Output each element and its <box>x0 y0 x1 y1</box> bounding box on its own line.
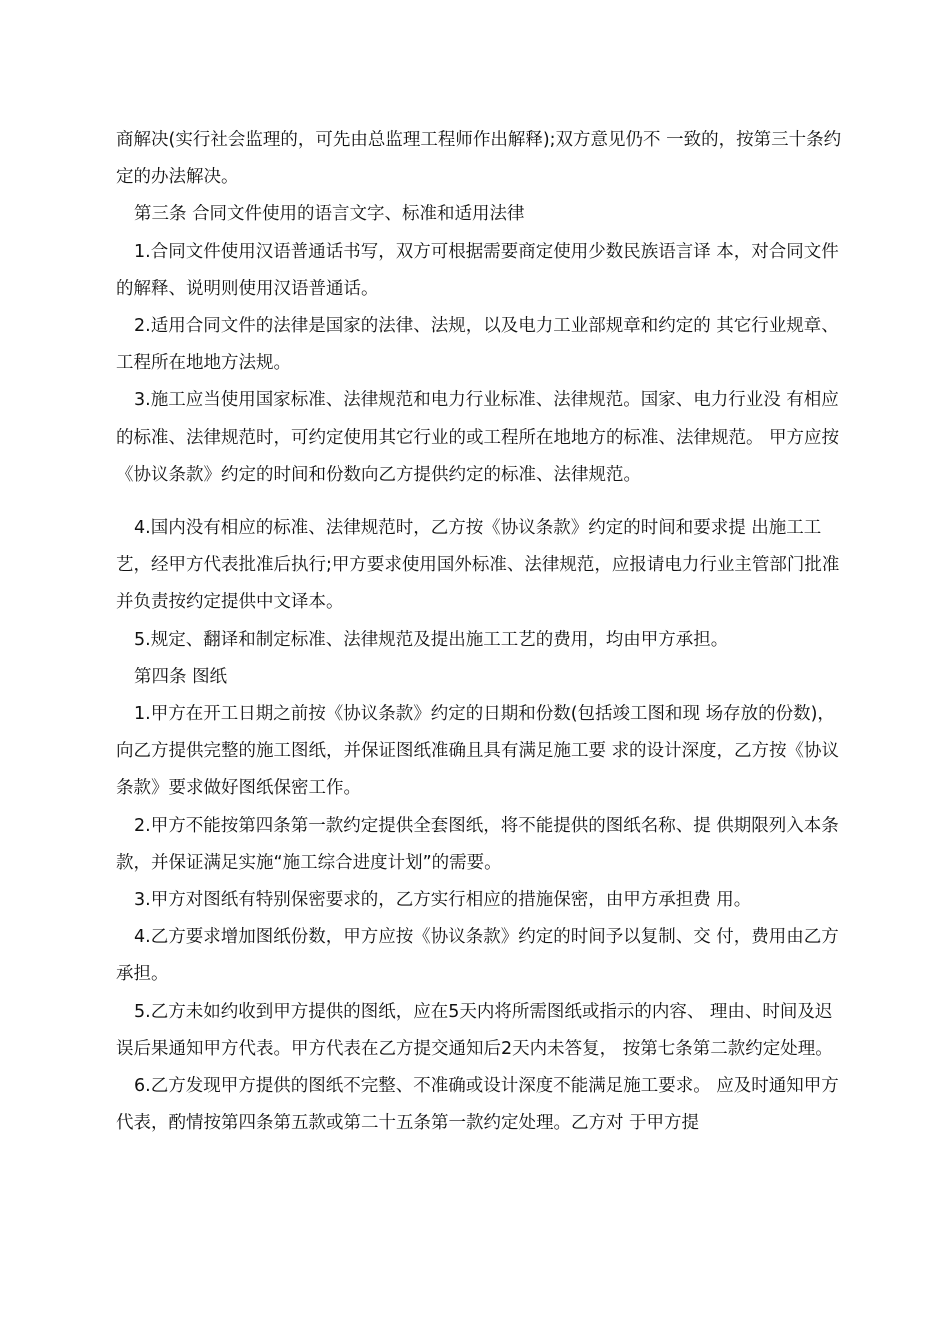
article-3-clause-3: 3.施工应当使用国家标准、法律规范和电力行业标准、法律规范。国家、电力行业没 有相应的标准、法律规范时，可约定使用其它行业的或工程所在地地方的标准、法律规范。 甲方应按《协议条款》约定的时间和份数向乙方提供约定的标准、法律规范。 <box>116 390 840 485</box>
article-4-clause-1: 1.甲方在开工日期之前按《协议条款》约定的日期和份数(包括竣工图和现 场存放的份数)，向乙方提供完整的施工图纸，并保证图纸准确且具有满足施工要 求的设计深度，乙方按《协议条款》要求做好图纸保密工作。 <box>116 704 840 799</box>
article-3-clause-4: 4.国内没有相应的标准、法律规范时，乙方按《协议条款》约定的时间和要求提 出施工工艺，经甲方代表批准后执行;甲方要求使用国外标准、法律规范，应报请电力行业主管部门批准并负责按约定提供中文译本。 <box>116 518 840 613</box>
article-3-clause-2: 2.适用合同文件的法律是国家的法律、法规，以及电力工业部规章和约定的 其它行业规章、工程所在地地方法规。 <box>116 316 839 374</box>
article-4-clause-3: 3.甲方对图纸有特别保密要求的，乙方实行相应的措施保密，由甲方承担费 用。 <box>134 890 752 911</box>
article-3-heading: 第三条 合同文件使用的语言文字、标准和适用法律 <box>134 204 525 225</box>
article-4-clause-5: 5.乙方未如约收到甲方提供的图纸，应在5天内将所需图纸或指示的内容、 理由、时间及迟误后果通知甲方代表。甲方代表在乙方提交通知后2天内未答复， 按第七条第二款约定处理。 <box>116 1001 833 1059</box>
paragraph-dispute-resolution-continuation: 商解决(实行社会监理的，可先由总监理工程师作出解释);双方意见仍不 一致的，按第三十条约定的办法解决。 <box>116 130 842 188</box>
article-3-clause-5: 5.规定、翻译和制定标准、法律规范及提出施工工艺的费用，均由甲方承担。 <box>134 629 729 650</box>
article-4-clause-2: 2.甲方不能按第四条第一款约定提供全套图纸，将不能提供的图纸名称、提 供期限列入本条款，并保证满足实施“施工综合进度计划”的需要。 <box>116 815 839 873</box>
document-body <box>116 122 846 1142</box>
article-4-clause-6: 6.乙方发现甲方提供的图纸不完整、不准确或设计深度不能满足施工要求。 应及时通知甲方代表，酌情按第四条第五款或第二十五条第一款约定处理。乙方对 于甲方提 <box>116 1076 839 1134</box>
article-4-heading: 第四条 图纸 <box>134 666 228 687</box>
article-3-clause-1: 1.合同文件使用汉语普通话书写，双方可根据需要商定使用少数民族语言译 本，对合同文件的解释、说明则使用汉语普通话。 <box>116 241 839 299</box>
article-4-clause-4: 4.乙方要求增加图纸份数，甲方应按《协议条款》约定的时间予以复制、交 付，费用由乙方承担。 <box>116 927 839 985</box>
